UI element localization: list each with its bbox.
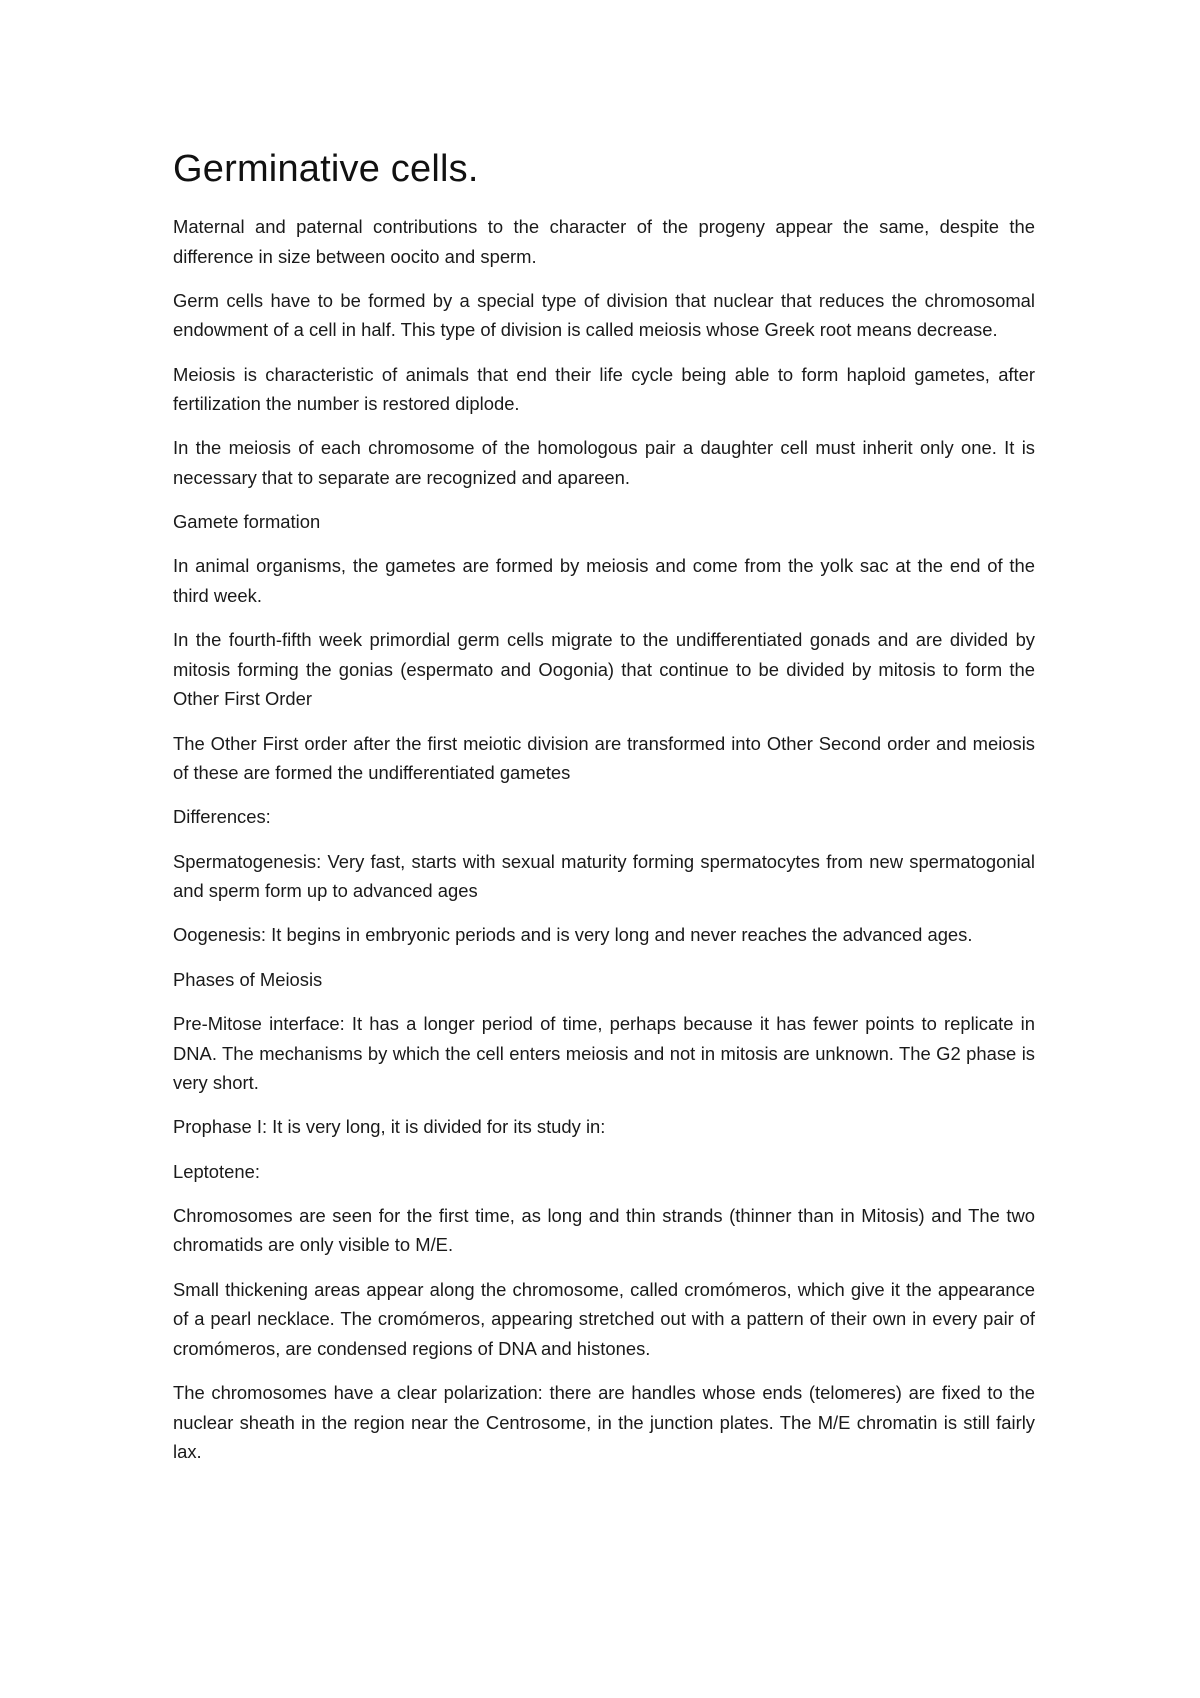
paragraph-chromosomes-first-time: Chromosomes are seen for the first time, as long and thin strands (thinner than in Mitosis) and The two chromatids are only visible to M/E. — [173, 1204, 1035, 1256]
paragraph-animal-organisms: In animal organisms, the gametes are formed by meiosis and come from the yolk sac at the end of the third week. — [173, 555, 1035, 606]
paragraph-polarization: The chromosomes have a clear polarization: there are handles whose ends (telomeres) are fixed to the nuclear sheath in the region near the Centrosome, in the junction plates. The M/E chromatin is still fairly lax. — [173, 1382, 1035, 1463]
heading-phases-of-meiosis: Phases of Meiosis — [173, 968, 323, 990]
heading-gamete-formation: Gamete formation — [173, 511, 321, 533]
paragraph-contributions: Maternal and paternal contributions to the character of the progeny appear the same, despite the difference in size between oocito and sperm. — [173, 216, 1035, 267]
paragraph-cromomeros: Small thickening areas appear along the chromosome, called cromómeros, which give it the appearance of a pearl necklace. The cromómeros, appearing stretched out with a pattern of their own in every pair of cromómeros, are condensed regions of DNA and histones. — [173, 1278, 1035, 1359]
paragraph-prophase-i: Prophase I: It is very long, it is divided for its study in: — [173, 1116, 606, 1138]
document-title: Germinative cells. — [173, 148, 479, 190]
paragraph-spermatogenesis: Spermatogenesis: Very fast, starts with sexual maturity forming spermatocytes from new spermatogonial and sperm form up to advanced ages — [173, 850, 1035, 902]
paragraph-homologous-pair: In the meiosis of each chromosome of the homologous pair a daughter cell must inherit only one. It is necessary that to separate are recognized and apareen. — [173, 437, 1035, 488]
paragraph-first-order: The Other First order after the first meiotic division are transformed into Other Second order and meiosis of these are formed the undifferentiated gametes — [173, 732, 1035, 784]
paragraph-germ-cells: Germ cells have to be formed by a special type of division that nuclear that reduces the chromosomal endowment of a cell in half. This type of division is called meiosis whose Greek root means decrease. — [173, 289, 1035, 341]
paragraph-oogenesis: Oogenesis: It begins in embryonic periods and is very long and never reaches the advanced ages. — [173, 924, 973, 946]
document-body — [173, 146, 1035, 1481]
paragraph-fourth-fifth-week: In the fourth-fifth week primordial germ cells migrate to the undifferentiated gonads and are divided by mitosis forming the gonias (espermato and Oogonia) that continue to be divided by mitosis to form the Other First Order — [173, 629, 1035, 710]
heading-differences: Differences: — [173, 806, 271, 828]
heading-leptotene: Leptotene: — [173, 1160, 260, 1182]
paragraph-meiosis-characteristic: Meiosis is characteristic of animals that end their life cycle being able to form haploid gametes, after fertilization the number is restored diplode. — [173, 363, 1035, 415]
paragraph-pre-mitose-interface: Pre-Mitose interface: It has a longer period of time, perhaps because it has fewer points to replicate in DNA. The mechanisms by which the cell enters meiosis and not in mitosis are unknown. The G2 phase is very short. — [173, 1013, 1035, 1094]
